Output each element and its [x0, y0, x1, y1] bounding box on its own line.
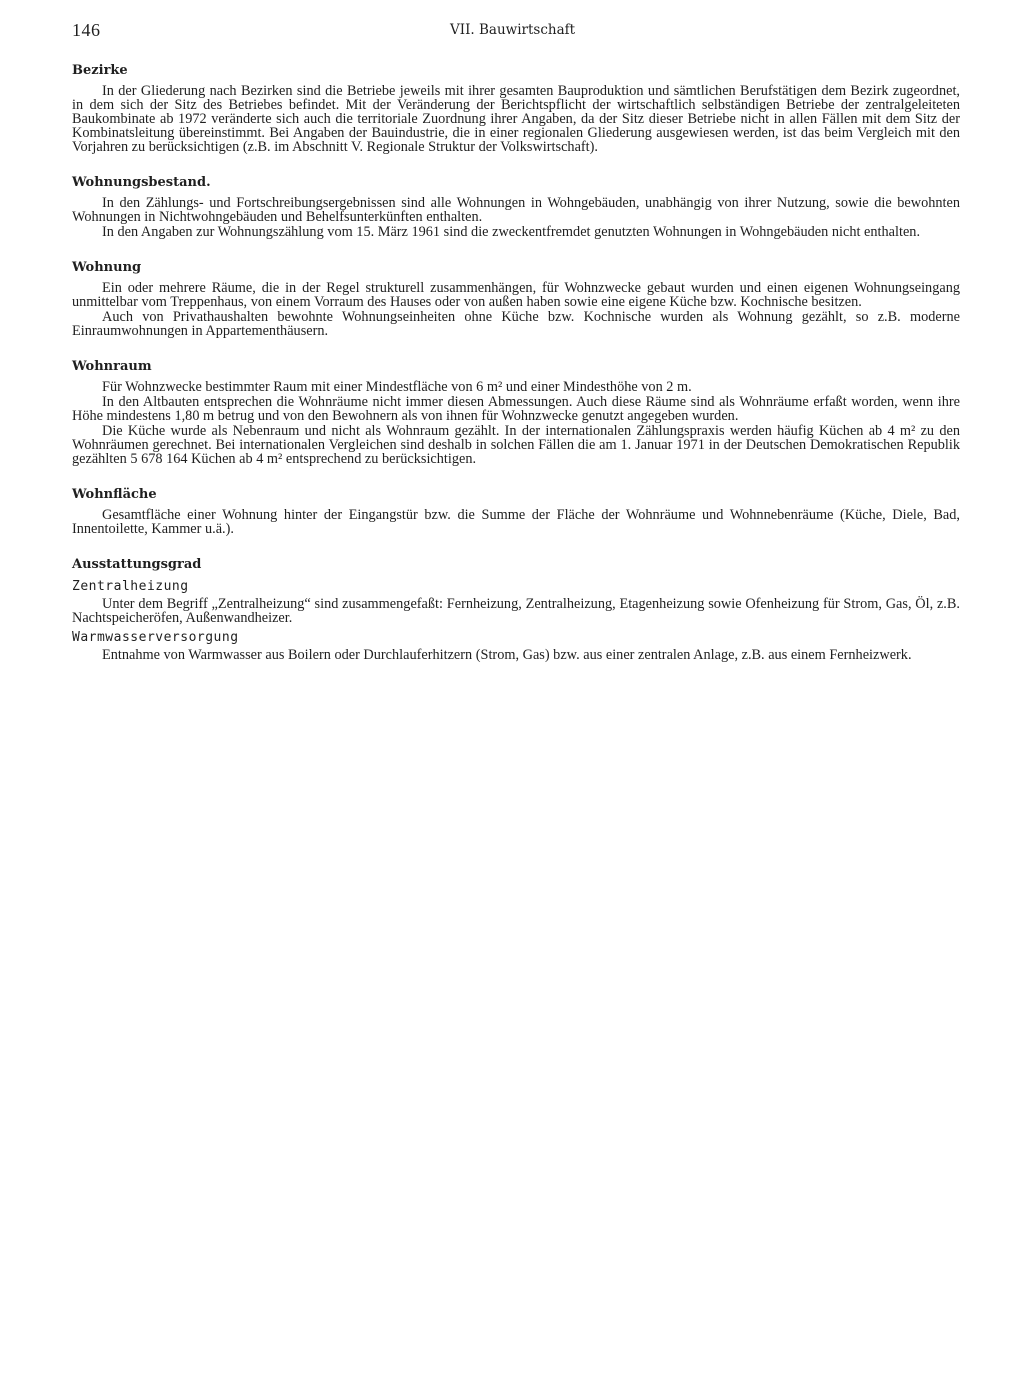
- section-ausstattungsgrad: [72, 556, 960, 662]
- page-header: [72, 20, 960, 44]
- paragraph: Ein oder mehrere Räume, die in der Regel strukturell zusammenhängen, für Wohnzwecke gebaut wurden und einen eigenen Wohnungseingang unmittelbar vom Treppenhaus, von einem Vorraum des Hauses oder von außen haben sowie eine eigene Küche bzw. Kochnische besitzen.: [72, 280, 960, 310]
- paragraph: In den Altbauten entsprechen die Wohnräume nicht immer diesen Abmessungen. Auch diese Räume sind als Wohnräume erfaßt worden, wenn ihre Höhe mindestens 1,80 m betrug und von den Bewohnern als von ihnen für Wohnzwecke genutzt angegeben wurden.: [72, 394, 960, 424]
- paragraph: Die Küche wurde als Nebenraum und nicht als Wohnraum gezählt. In der internationalen Zählungspraxis werden häufig Küchen ab 4 m² zu den Wohnräumen gerechnet. Bei internationalen Vergleichen sind deshalb in solchen Fällen die am 1. Januar 1971 in der Deutschen Demokratischen Republik gezählten 5 678 164 Küchen ab 4 m² entsprechend zu berücksichtigen.: [72, 423, 960, 467]
- section-wohnflaeche: [72, 486, 960, 536]
- subsection-warmwasserversorgung: [72, 629, 960, 662]
- running-head: VII. Bauwirtschaft: [450, 22, 576, 38]
- section-heading: Wohnungsbestand.: [72, 175, 211, 190]
- section-heading: Ausstattungsgrad: [72, 557, 202, 572]
- section-bezirke: [72, 62, 960, 154]
- subsection-heading: Zentralheizung: [72, 579, 189, 594]
- subsection-zentralheizung: [72, 578, 960, 625]
- section-wohnungsbestand: [72, 174, 960, 239]
- paragraph: Unter dem Begriff „Zentralheizung“ sind zusammengefaßt: Fernheizung, Zentralheizung, Etagenheizung sowie Ofenheizung für Strom, Gas, Öl, z.B. Nachtspeicheröfen, Außenwandheizer.: [72, 596, 960, 626]
- section-heading: Wohnraum: [72, 359, 152, 374]
- page-number: 146: [72, 20, 101, 40]
- section-wohnung: [72, 259, 960, 338]
- page-content: [72, 62, 960, 682]
- paragraph: In der Gliederung nach Bezirken sind die Betriebe jeweils mit ihrer gesamten Bauproduktion und sämtlichen Berufstätigen dem Bezirk zugeordnet, in dem sich der Sitz des Betriebes befindet. Mit der Veränderung der Berichtspflicht der wirtschaftlich selbständigen Betriebe der zentralgeleiteten Baukombinate ab 1972 veränderte sich auch die territoriale Zuordnung ihrer Angaben, da der Sitz dieser Betriebe nicht in allen Fällen mit dem Sitz der Kombinatsleitung übereinstimmt. Bei Angaben der Bauindustrie, die in einer regionalen Gliederung ausgewiesen werden, ist das beim Vergleich mit den Vorjahren zu berücksichtigen (z.B. im Abschnitt V. Regionale Struktur der Volkswirtschaft).: [72, 83, 960, 155]
- section-heading: Wohnung: [72, 260, 142, 275]
- paragraph: In den Zählungs- und Fortschreibungsergebnissen sind alle Wohnungen in Wohngebäuden, unabhängig von ihrer Nutzung, sowie die bewohnten Wohnungen in Nichtwohngebäuden und Behelfsunterkünften enthalten.: [72, 195, 960, 225]
- paragraph: Für Wohnzwecke bestimmter Raum mit einer Mindestfläche von 6 m² und einer Mindesthöhe von 2 m.: [102, 379, 692, 395]
- section-wohnraum: [72, 358, 960, 466]
- section-heading: Wohnfläche: [72, 487, 157, 502]
- paragraph: Gesamtfläche einer Wohnung hinter der Eingangstür bzw. die Summe der Fläche der Wohnräume und Wohnnebenräume (Küche, Diele, Bad, Innentoilette, Kammer u.ä.).: [72, 507, 960, 537]
- paragraph: In den Angaben zur Wohnungszählung vom 15. März 1961 sind die zweckentfremdet genutzten Wohnungen in Wohngebäuden nicht enthalten.: [102, 224, 921, 240]
- paragraph: Auch von Privathaushalten bewohnte Wohnungseinheiten ohne Küche bzw. Kochnische wurden als Wohnung gezählt, so z.B. moderne Einraumwohnungen in Appartementhäusern.: [72, 309, 960, 339]
- subsection-heading: Warmwasserversorgung: [72, 630, 239, 645]
- section-heading: Bezirke: [72, 63, 128, 78]
- paragraph: Entnahme von Warmwasser aus Boilern oder Durchlauferhitzern (Strom, Gas) bzw. aus einer zentralen Anlage, z.B. aus einem Fernheizwerk.: [102, 647, 912, 663]
